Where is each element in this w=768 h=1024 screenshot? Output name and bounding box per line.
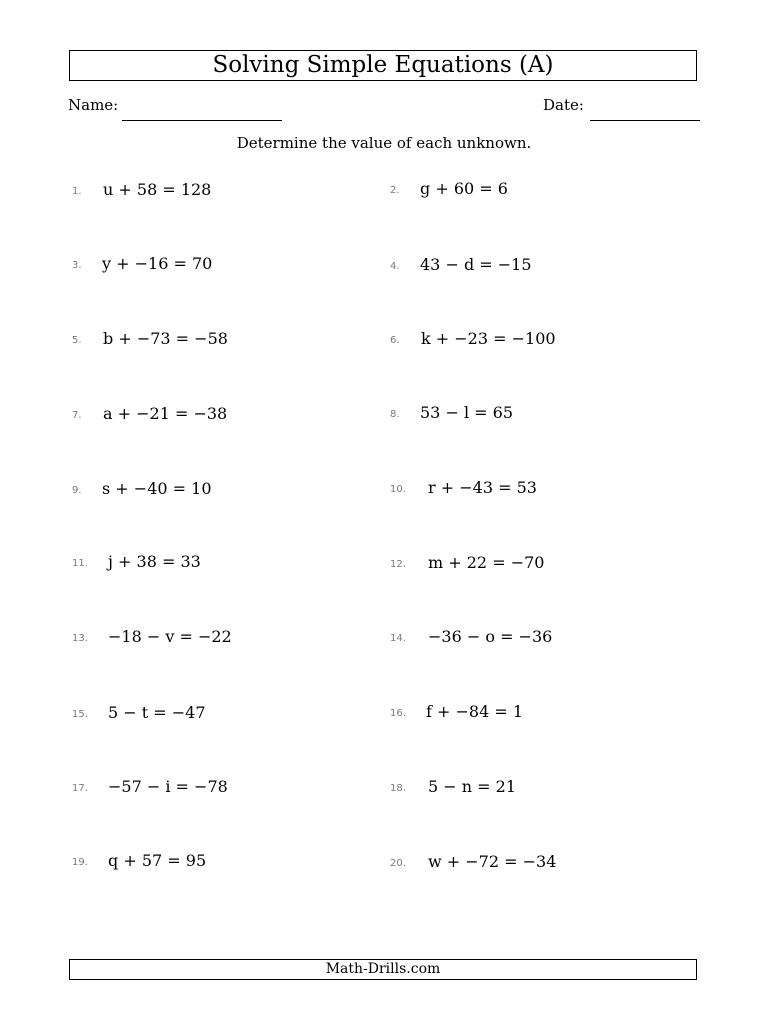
problem-equation: y + −16 = 70 <box>102 254 213 273</box>
problem-equation: 53 − l = 65 <box>420 403 513 422</box>
problem-number: 15. <box>72 709 88 720</box>
problem-number: 18. <box>390 783 406 794</box>
problem-equation: 5 − t = −47 <box>108 703 206 722</box>
problem-equation: b + −73 = −58 <box>103 329 228 348</box>
problem-number: 20. <box>390 858 406 869</box>
problem-number: 9. <box>72 485 82 496</box>
problem-number: 11. <box>72 558 88 569</box>
date-blank-line <box>590 120 700 121</box>
problem-equation: u + 58 = 128 <box>103 180 212 199</box>
problem-equation: 43 − d = −15 <box>420 255 532 274</box>
problem-number: 13. <box>72 633 88 644</box>
instructions: Determine the value of each unknown. <box>236 134 532 152</box>
problem-number: 16. <box>390 708 406 719</box>
problem-equation: m + 22 = −70 <box>428 553 545 572</box>
problem-equation: w + −72 = −34 <box>428 852 557 871</box>
problem-equation: k + −23 = −100 <box>421 329 556 348</box>
name-label: Name: <box>68 96 119 114</box>
problem-number: 1. <box>72 186 82 197</box>
problem-equation: g + 60 = 6 <box>420 179 508 198</box>
problem-number: 19. <box>72 857 88 868</box>
problem-equation: r + −43 = 53 <box>428 478 537 497</box>
problem-number: 2. <box>390 185 400 196</box>
problem-number: 3. <box>72 260 82 271</box>
problem-number: 4. <box>390 261 400 272</box>
problem-number: 12. <box>390 559 406 570</box>
footer-site-name: Math-Drills.com <box>69 959 697 980</box>
problem-number: 5. <box>72 335 82 346</box>
worksheet-title: Solving Simple Equations (A) <box>69 50 697 81</box>
problem-equation: 5 − n = 21 <box>428 777 516 796</box>
problem-equation: q + 57 = 95 <box>108 851 207 870</box>
date-label: Date: <box>543 96 584 114</box>
problem-equation: a + −21 = −38 <box>103 404 228 423</box>
problem-number: 7. <box>72 410 82 421</box>
problem-equation: f + −84 = 1 <box>426 702 524 721</box>
problem-number: 14. <box>390 633 406 644</box>
problem-number: 8. <box>390 409 400 420</box>
name-blank-line <box>122 120 282 121</box>
problem-equation: −36 − o = −36 <box>428 627 553 646</box>
problem-equation: s + −40 = 10 <box>102 479 212 498</box>
problem-equation: −18 − v = −22 <box>108 627 232 646</box>
problem-number: 10. <box>390 484 406 495</box>
problem-equation: j + 38 = 33 <box>108 552 201 571</box>
problem-number: 6. <box>390 335 400 346</box>
problem-equation: −57 − i = −78 <box>108 777 228 796</box>
problem-number: 17. <box>72 783 88 794</box>
